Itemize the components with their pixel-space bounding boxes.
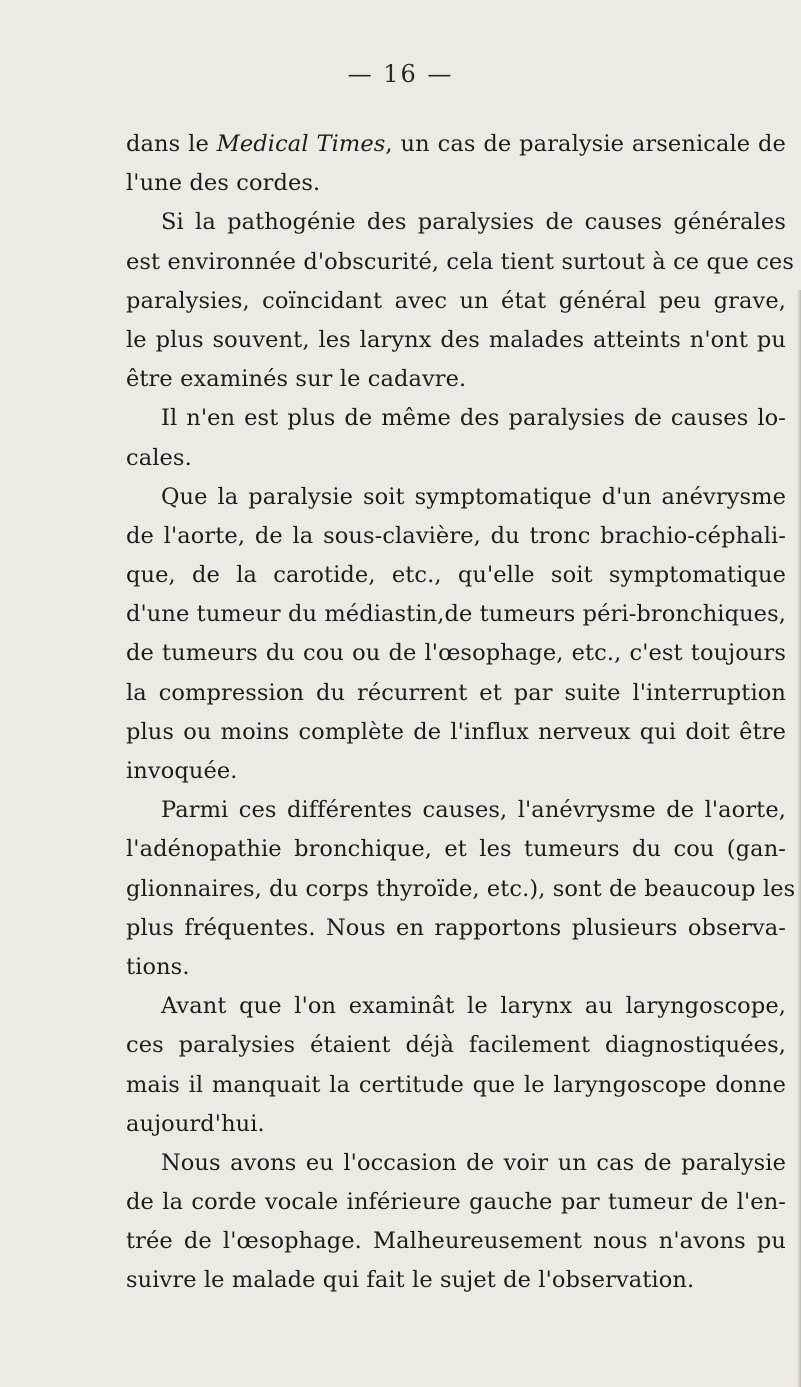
text-line: suivre le malade qui fait le sujet de l'observation. <box>126 1267 695 1294</box>
text-line: d'une tumeur du médiastin,de tumeurs péri-bronchiques, <box>126 601 786 628</box>
text-line: Si la pathogénie des paralysies de causes générales <box>161 209 786 236</box>
text-line: de tumeurs du cou ou de l'œsophage, etc., c'est toujours <box>126 640 786 667</box>
text-line: Que la paralysie soit symptomatique d'un anévrysme <box>161 483 786 510</box>
text-line: plus ou moins complète de l'influx nerveux qui doit être <box>126 718 786 745</box>
text-line: le plus souvent, les larynx des malades atteints n'ont pu <box>126 326 786 353</box>
text-line: Parmi ces différentes causes, l'anévrysme de l'aorte, <box>161 797 786 824</box>
text-line: la compression du récurrent et par suite l'interruption <box>126 679 786 706</box>
text-line: l'une des cordes. <box>126 170 321 197</box>
text-line: tions. <box>126 953 190 980</box>
text-line: invoquée. <box>126 758 238 784</box>
text-fragment: dans le <box>126 131 209 157</box>
text-line: Nous avons eu l'occasion de voir un cas de paralysie <box>161 1149 786 1176</box>
page-number: — 16 — <box>347 60 454 88</box>
text-line: Il n'en est plus de même des paralysies de causes lo- <box>161 405 786 432</box>
text-line: plus fréquentes. Nous en rapportons plusieurs observa- <box>126 914 786 941</box>
text-line: l'adénopathie bronchique, et les tumeurs du cou (gan- <box>126 836 786 863</box>
text-line: être examinés sur le cadavre. <box>126 366 467 393</box>
text-line: que, de la carotide, etc., qu'elle soit symptomatique <box>126 562 786 589</box>
text-line: de l'aorte, de la sous-clavière, du tronc brachio-céphali- <box>126 522 786 549</box>
body-text <box>126 125 796 1301</box>
text-line: ces paralysies étaient déjà facilement diagnostiquées, <box>126 1032 786 1059</box>
text-line: aujourd'hui. <box>126 1110 265 1137</box>
text-line: paralysies, coïncidant avec un état général peu grave, <box>126 287 786 314</box>
journal-title: Medical Times <box>216 131 386 157</box>
text-line: est environnée d'obscurité, cela tient surtout à ce que ces <box>126 248 794 275</box>
text-line: Avant que l'on examinât le larynx au laryngoscope, <box>161 993 786 1020</box>
text-line: mais il manquait la certitude que le laryngoscope donne <box>126 1071 786 1098</box>
text-line: glionnaires, du corps thyroïde, etc.), sont de beaucoup les <box>126 875 796 902</box>
page-edge-shadow <box>797 290 801 1387</box>
text-line: de la corde vocale inférieure gauche par tumeur de l'en- <box>126 1189 786 1216</box>
text-line: cales. <box>126 444 192 471</box>
text-line <box>126 125 786 164</box>
text-fragment: , un cas de paralysie arsenicale de <box>385 131 786 157</box>
text-line: trée de l'œsophage. Malheureusement nous n'avons pu <box>126 1228 786 1255</box>
